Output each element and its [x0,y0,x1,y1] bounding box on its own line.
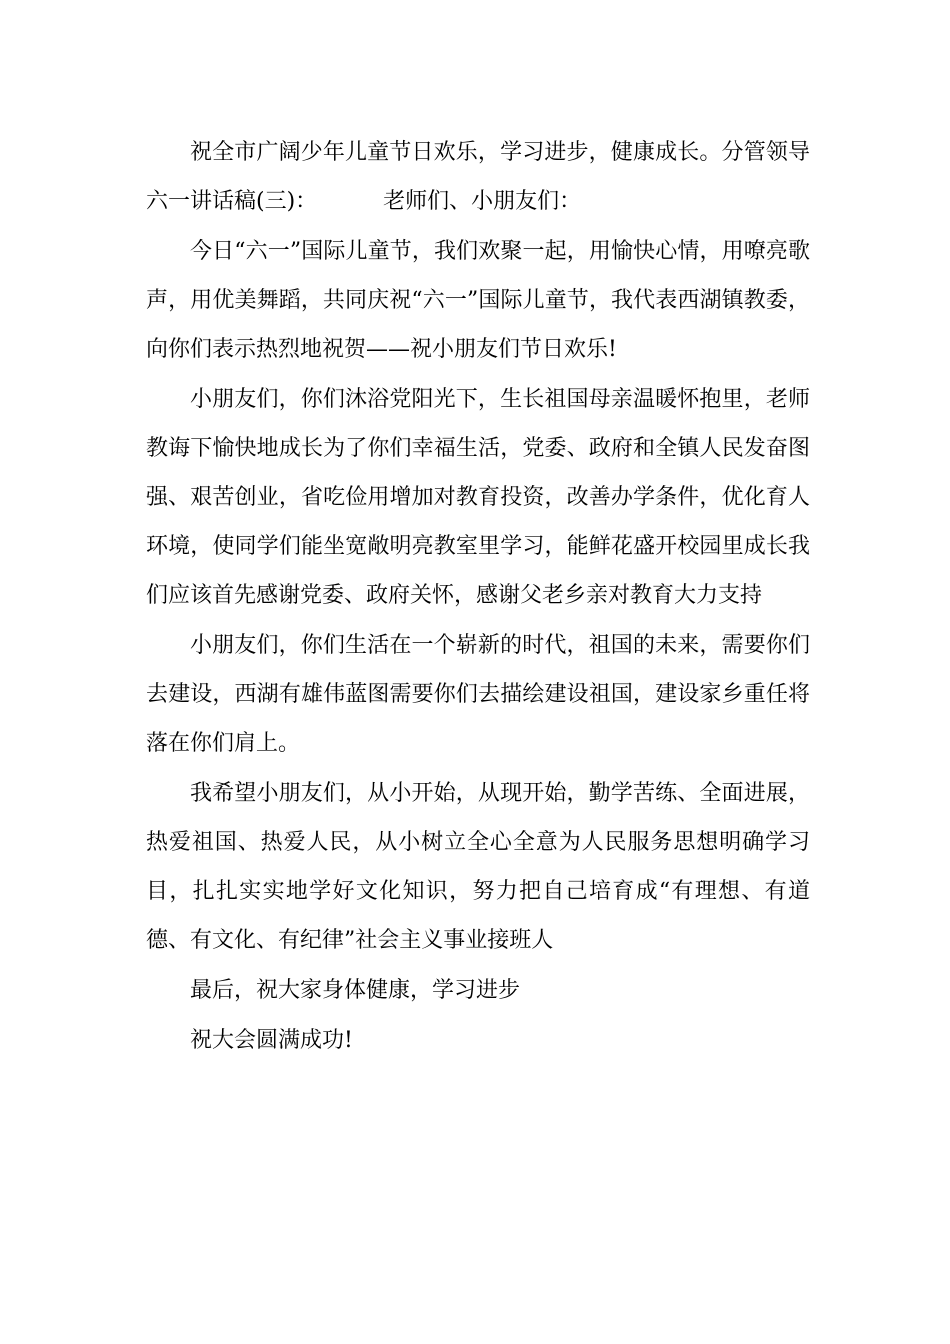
greeting: 老师们、小朋友们： [383,189,582,214]
paragraph-2: 今日“六一”国际儿童节，我们欢聚一起，用愉快心情，用嘹亮歌声，用优美舞蹈，共同庆祝“六一”国际儿童节，我代表西湖镇教委，向你们表示热烈地祝贺——祝小朋友们节日欢乐! [146,239,810,362]
paragraph-4: 小朋友们，你们生活在一个崭新的时代，祖国的未来，需要你们去建设，西湖有雄伟蓝图需要你们去描绘建设祖国，建设家乡重任将落在你们肩上。 [146,633,810,756]
document-body [146,128,810,1066]
paragraph-3: 小朋友们，你们沐浴党阳光下，生长祖国母亲温暖怀抱里，老师教诲下愉快地成长为了你们幸福生活，党委、政府和全镇人民发奋图强、艰苦创业，省吃俭用增加对教育投资，改善办学条件，优化育人环境，使同学们能坐宽敞明亮教室里学习，能鲜花盛开校园里成长我们应该首先感谢党委、政府关怀，感谢父老乡亲对教育大力支持 [146,387,810,608]
paragraph-7: 祝大会圆满成功! [190,1028,353,1053]
paragraph-1 [146,128,810,226]
paragraph-1-text: 祝全市广阔少年儿童节日欢乐，学习进步，健康成长。分管领导六一讲话稿(三)： [146,140,810,214]
paragraph-6: 最后，祝大家身体健康，学习进步 [190,978,521,1003]
paragraph-5: 我希望小朋友们，从小开始，从现开始，勤学苦练、全面进展，热爱祖国、热爱人民，从小树立全心全意为人民服务思想明确学习目，扎扎实实地学好文化知识，努力把自己培育成“有理想、有道德、有文化、有纪律”社会主义事业接班人 [146,781,810,953]
